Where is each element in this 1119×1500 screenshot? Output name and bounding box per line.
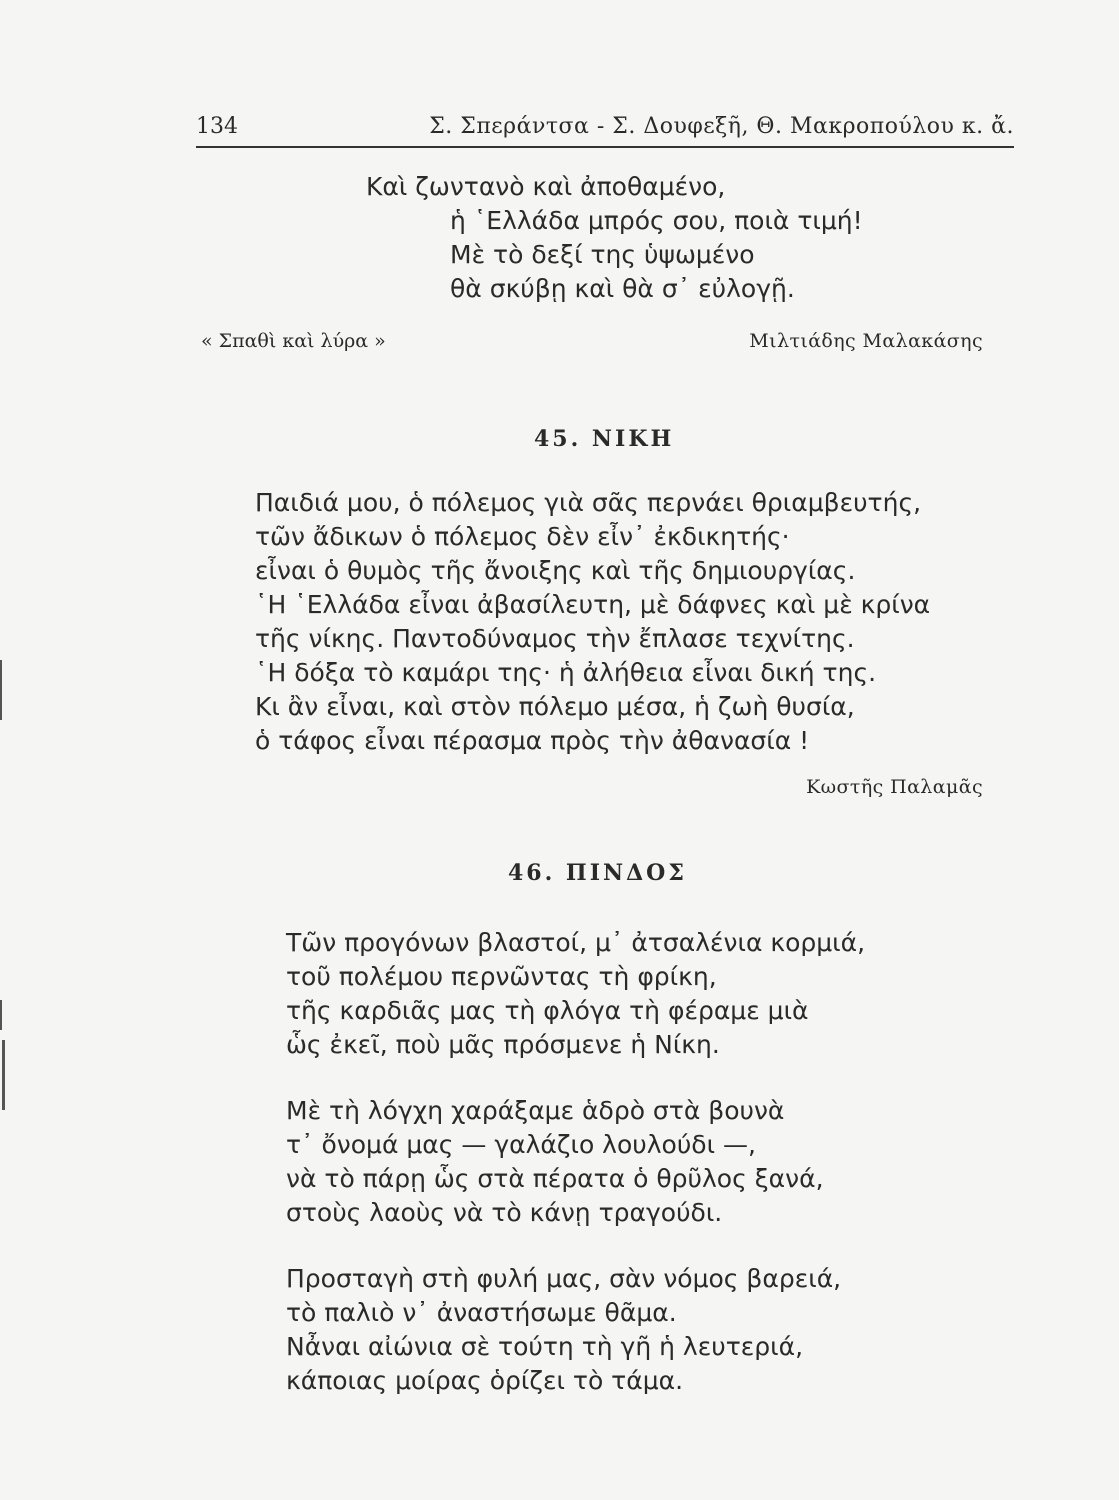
poem-line: τῆς καρδιᾶς μας τὴ φλόγα τὴ φέραμε μιὰ xyxy=(286,996,809,1025)
poem-line: Καὶ ζωντανὸ καὶ ἀποθαμένο, xyxy=(366,172,726,201)
poem-line: κάποιας μοίρας ὁρίζει τὸ τάμα. xyxy=(286,1366,684,1395)
page-header xyxy=(196,112,1014,148)
poem-stanza xyxy=(286,926,865,1062)
poem-line: τ᾿ ὄνομά μας — γαλάζιο λουλούδι —, xyxy=(286,1130,756,1159)
scan-mark xyxy=(0,660,2,720)
poem-line: στοὺς λαοὺς νὰ τὸ κάνῃ τραγούδι. xyxy=(286,1198,723,1227)
poem-line: θὰ σκύβῃ καὶ θὰ σ᾿ εὐλογῇ. xyxy=(450,274,795,303)
scan-mark xyxy=(0,1000,2,1030)
poem-line: ἡ ῾Ελλάδα μπρός σου, ποιὰ τιμή! xyxy=(450,206,863,235)
poem-line: τὸ παλιὸ ν᾿ ἀναστήσωμε θᾶμα. xyxy=(286,1298,677,1327)
poem-line: Προσταγὴ στὴ φυλή μας, σὰν νόμος βαρειά, xyxy=(286,1264,842,1293)
section-title: 46. ΠΙΝΔΟΣ xyxy=(508,860,687,886)
poem-line: Κι ἂν εἶναι, καὶ στὸν πόλεμο μέσα, ἡ ζωὴ θυσία, xyxy=(255,692,855,721)
poem-line: ῾Η δόξα τὸ καμάρι της· ἡ ἀλήθεια εἶναι δική της. xyxy=(255,658,877,687)
poem-line: νὰ τὸ πάρῃ ὧς στὰ πέρατα ὁ θρῦλος ξανά, xyxy=(286,1164,824,1193)
page-number: 134 xyxy=(196,114,238,139)
poem-line: εἶναι ὁ θυμὸς τῆς ἄνοιξης καὶ τῆς δημιουργίας. xyxy=(255,556,856,585)
poem-line: Μὲ τὴ λόγχη χαράξαμε ἁδρὸ στὰ βουνὰ xyxy=(286,1096,785,1125)
poem-line: Νἆναι αἰώνια σὲ τούτη τὴ γῆ ἡ λευτεριά, xyxy=(286,1332,804,1361)
author-name: Κωστῆς Παλαμᾶς xyxy=(806,776,983,798)
poem-line: τῶν ἄδικων ὁ πόλεμος δὲν εἶν᾿ ἐκδικητής· xyxy=(255,522,790,551)
poem-stanza xyxy=(286,1094,824,1230)
author-name: Μιλτιάδης Μαλακάσης xyxy=(749,330,983,352)
poem-line: Τῶν προγόνων βλαστοί, μ᾿ ἀτσαλένια κορμιά, xyxy=(286,928,866,957)
poem-line: ὁ τάφος εἶναι πέρασμα πρὸς τὴν ἀθανασία ! xyxy=(255,726,810,755)
source-title: « Σπαθὶ καὶ λύρα » xyxy=(201,330,386,352)
poem-line: Μὲ τὸ δεξί της ὑψωμένο xyxy=(450,240,755,269)
poem-stanza xyxy=(286,1262,841,1398)
poem-body xyxy=(255,486,930,758)
poem-line: ῾Η ῾Ελλάδα εἶναι ἀβασίλευτη, μὲ δάφνες καὶ μὲ κρίνα xyxy=(255,590,931,619)
poem-line: τῆς νίκης. Παντοδύναμος τὴν ἔπλασε τεχνίτης. xyxy=(255,624,855,653)
scan-mark xyxy=(2,1040,5,1110)
section-title: 45. ΝΙΚΗ xyxy=(534,426,675,452)
poem-continuation xyxy=(366,170,863,306)
running-head: Σ. Σπεράντσα - Σ. Δουφεξῆ, Θ. Μακροπούλου κ. ἄ. xyxy=(429,114,1014,139)
poem-line: τοῦ πολέμου περνῶντας τὴ φρίκη, xyxy=(286,962,717,991)
poem-line: ὧς ἐκεῖ, ποὺ μᾶς πρόσμενε ἡ Νίκη. xyxy=(286,1030,720,1059)
poem-line: Παιδιά μου, ὁ πόλεμος γιὰ σᾶς περνάει θριαμβευτής, xyxy=(255,488,922,517)
